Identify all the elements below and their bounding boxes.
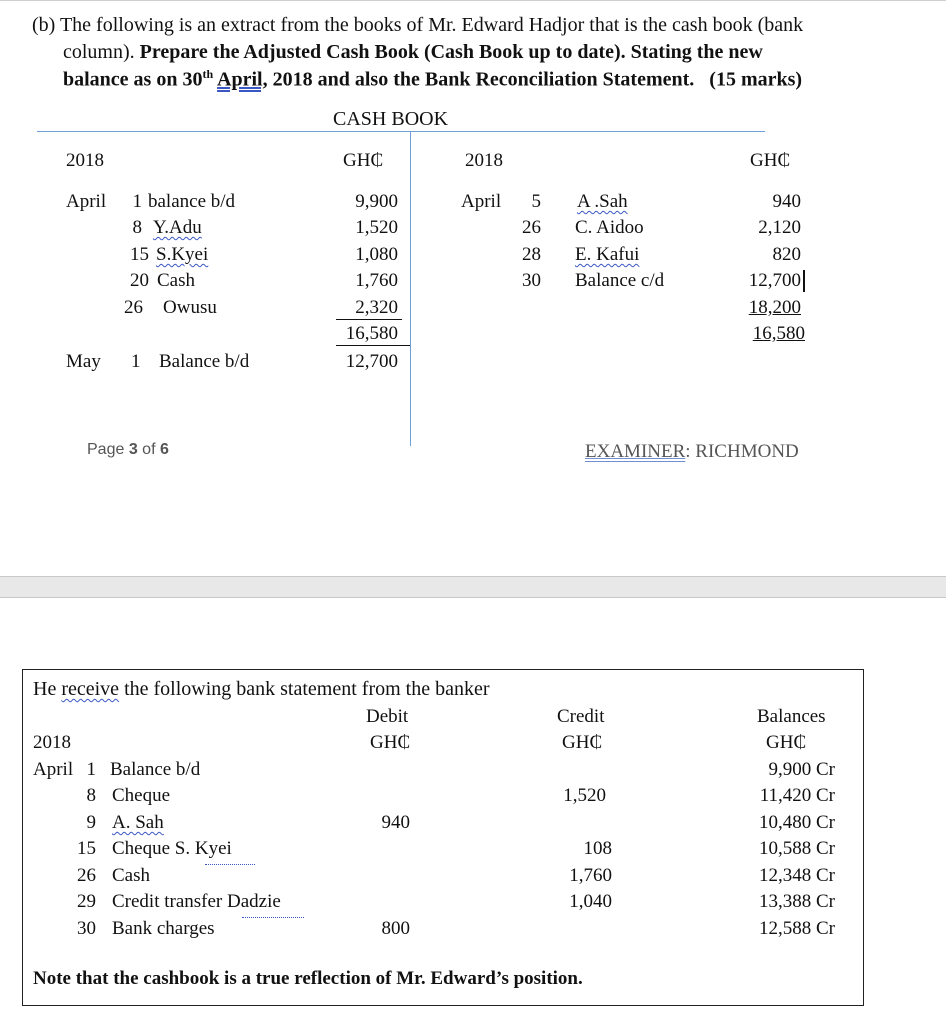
bs-row-debit: 940	[381, 812, 410, 833]
question-line-2: column). Prepare the Adjusted Cash Book (Cash Book up to date). Stating the new	[63, 41, 763, 63]
left-row-amount: 9,900	[355, 191, 398, 212]
bs-row-credit: 1,040	[569, 891, 612, 912]
left-row-desc: balance b/d	[148, 191, 236, 212]
bs-row-desc: Bank charges	[112, 918, 215, 939]
left-subtotal-underline	[336, 319, 402, 320]
bank-statement-note: Note that the cashbook is a true reflection of Mr. Edward’s position.	[33, 968, 583, 989]
credit-currency: GH₵	[562, 732, 603, 753]
question-line-3: balance as on 30th April, 2018 and also the Bank Reconciliation Statement. (15 marks)	[63, 67, 803, 91]
page-indicator: Page 3 of 6	[87, 441, 169, 458]
left-row-amount: 1,080	[355, 244, 398, 265]
bs-year: 2018	[33, 732, 71, 753]
right-row-day: 30	[522, 270, 541, 291]
left-currency: GH₵	[343, 150, 384, 171]
left-row-amount: 1,760	[355, 270, 398, 291]
right-row-day: 5	[531, 191, 541, 212]
left-row-desc: Cash	[157, 270, 195, 291]
right-currency: GH₵	[750, 150, 791, 171]
bs-row-balance: 10,588 Cr	[759, 838, 835, 859]
right-subtotal: 18,200	[748, 297, 801, 318]
bs-row-day: 8	[86, 785, 96, 806]
left-total-underline	[336, 345, 410, 346]
bs-row-desc: Balance b/d	[110, 759, 201, 780]
bs-row-day: 15	[77, 838, 96, 859]
left-year: 2018	[66, 150, 104, 171]
text-cursor	[803, 270, 805, 292]
bs-row-day: 1	[86, 759, 96, 780]
balance-currency: GH₵	[766, 732, 807, 753]
debit-currency: GH₵	[370, 732, 411, 753]
bs-row-debit: 800	[381, 918, 410, 939]
right-row-amount: 2,120	[758, 217, 801, 238]
left-row-amount: 1,520	[355, 217, 398, 238]
examiner-label: EXAMINER: RICHMOND	[585, 441, 799, 462]
right-row-amount: 820	[772, 244, 801, 265]
bs-row-balance: 9,900 Cr	[768, 759, 835, 780]
bs-row-balance: 13,388 Cr	[759, 891, 835, 912]
bs-month: April	[33, 759, 74, 780]
left-row-day: 15	[130, 244, 149, 265]
right-total: 16,580	[752, 323, 805, 344]
left-total: 16,580	[345, 323, 398, 344]
cash-book-top-rule	[37, 131, 765, 132]
bs-row-desc: Cheque S. Kyei	[112, 838, 232, 859]
left-row-amount: 2,320	[355, 297, 398, 318]
bs-row-day: 26	[77, 865, 96, 886]
page-top-border	[0, 0, 946, 1]
bs-row-balance: 12,348 Cr	[759, 865, 835, 886]
left-may-amount: 12,700	[345, 351, 398, 372]
right-row-desc: Balance c/d	[575, 270, 665, 291]
bs-row-day: 29	[77, 891, 96, 912]
bs-row-credit: 1,520	[563, 785, 606, 806]
left-may-day: 1	[131, 351, 141, 372]
bs-row-balance: 11,420 Cr	[759, 785, 835, 806]
left-row-day: 26	[124, 297, 143, 318]
page-break	[0, 576, 946, 598]
right-row-desc: C. Aidoo	[575, 217, 644, 238]
right-row-desc: A .Sah	[577, 191, 628, 212]
bs-row-balance: 12,588 Cr	[759, 918, 835, 939]
marks-label: (15 marks)	[709, 68, 803, 91]
spellcheck-mark	[242, 913, 304, 918]
bs-row-desc: Cheque	[112, 785, 171, 806]
right-row-amount: 940	[772, 191, 801, 212]
spellcheck-mark	[205, 860, 255, 865]
bs-row-desc: A. Sah	[112, 812, 164, 833]
right-row-amount: 12,700	[748, 270, 801, 291]
bs-row-day: 30	[77, 918, 96, 939]
question-line-1: (b) The following is an extract from the books of Mr. Edward Hadjor that is the cash book (bank	[32, 14, 804, 36]
right-month-april: April	[461, 191, 502, 212]
right-row-day: 28	[522, 244, 541, 265]
left-may-desc: Balance b/d	[159, 351, 250, 372]
bs-row-balance: 10,480 Cr	[759, 812, 835, 833]
header-debit: Debit	[366, 706, 409, 727]
bank-statement-intro: He receive the following bank statement from the banker	[33, 678, 490, 700]
left-month-april: April	[66, 191, 107, 212]
cash-book-center-rule	[410, 131, 411, 446]
left-row-desc: Owusu	[163, 297, 217, 318]
left-row-desc: Y.Adu	[153, 217, 202, 238]
left-row-desc: S.Kyei	[156, 244, 209, 265]
bs-row-credit: 1,760	[569, 865, 612, 886]
header-credit: Credit	[557, 706, 605, 727]
right-row-desc: E. Kafui	[575, 244, 640, 265]
bs-row-desc: Credit transfer Dadzie	[112, 891, 281, 912]
left-row-day: 20	[130, 270, 149, 291]
bs-row-desc: Cash	[112, 865, 150, 886]
right-row-day: 26	[522, 217, 541, 238]
left-row-day: 1	[132, 191, 142, 212]
bs-row-day: 9	[86, 812, 96, 833]
header-balances: Balances	[757, 706, 826, 727]
cash-book-title: CASH BOOK	[333, 108, 449, 130]
right-year: 2018	[465, 150, 503, 171]
left-month-may: May	[66, 351, 101, 372]
left-row-day: 8	[132, 217, 142, 238]
bs-row-credit: 108	[583, 838, 612, 859]
